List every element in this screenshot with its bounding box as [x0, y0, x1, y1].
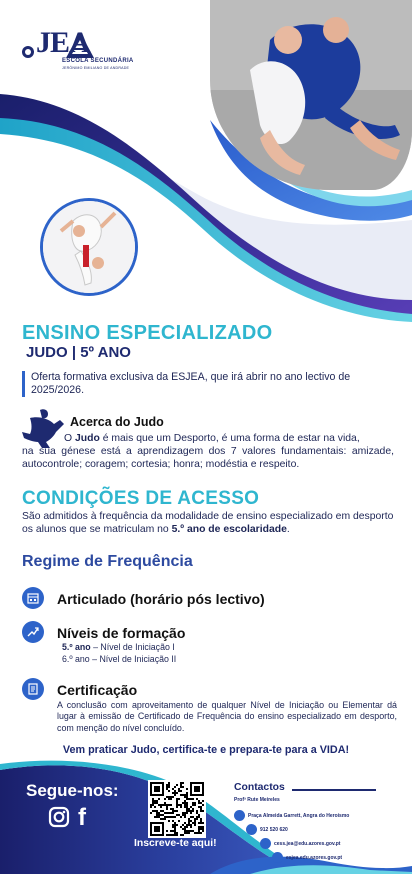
contactos-title: Contactos — [234, 782, 285, 793]
certificate-icon — [22, 678, 44, 700]
heading-judo-ano: JUDO | 5º ANO — [26, 344, 131, 361]
nivel-item — [62, 642, 175, 652]
acerca-text-rest: na sua génese está a aprendizagem dos 7 valores fundamentais: amizade, autocontrole; coragem; cortesia; honra; modéstia e respeito. — [22, 446, 394, 470]
contact-phone[interactable] — [246, 824, 288, 835]
nivel-desc: – Nível de Iniciação I — [90, 642, 175, 652]
certificacao-title: Certificação — [57, 682, 138, 698]
nivel-ano: 6.º ano — [62, 654, 90, 664]
instagram-icon[interactable] — [48, 806, 70, 828]
judo-photo-throw — [40, 198, 138, 296]
heading-regime-frequencia: Regime de Frequência — [22, 553, 193, 570]
email-text: cess.jea@edu.azores.gov.pt — [274, 840, 341, 847]
condicoes-ano-bold: 5.º ano de escolaridade — [171, 524, 287, 535]
nivel-item — [62, 654, 176, 664]
acerca-line1-rest: é mais que um Desporto, é uma forma de estar na vida, — [99, 433, 360, 444]
qr-code-pattern — [150, 782, 204, 836]
nivel-ano: 5.º ano — [62, 642, 91, 652]
address-text: Praça Almeida Garrett, Angra do Heroísmo — [248, 812, 350, 819]
contact-email[interactable] — [260, 838, 340, 849]
website-text: esjea.edu.azores.gov.pt — [286, 854, 343, 861]
follow-us-label: Segue-nos: — [26, 781, 119, 800]
acerca-judo-bold: Judo — [74, 433, 100, 444]
location-icon — [234, 810, 245, 821]
phone-icon — [246, 824, 257, 835]
slogan: Vem praticar Judo, certifica-te e prepara-te para a VIDA! — [62, 744, 350, 756]
accent-bar — [22, 371, 25, 397]
contactos-underline — [292, 789, 376, 791]
calendar-icon — [22, 587, 44, 609]
condicoes-text — [22, 510, 394, 536]
chart-growth-icon — [22, 621, 44, 643]
signup-label[interactable]: Inscreve-te aqui! — [134, 838, 217, 849]
certificacao-text: A conclusão com aproveitamento de qualquer Nível de Iniciação ou Elementar dá lugar à emissão de Certificado de Frequência do ensino especializado em desporto, com menção do nível concluído. — [57, 700, 397, 733]
qr-code[interactable] — [148, 780, 206, 838]
nivel-desc: – Nível de Iniciação II — [89, 654, 177, 664]
logo-letters: JEA — [36, 26, 90, 59]
acerca-prefix: O — [64, 433, 75, 444]
condicoes-text-prefix: São admitidos à frequência da modalidade de ensino especializado em desporto os alunos que se matriculam no — [22, 511, 394, 535]
phone-text: 912 520 620 — [260, 826, 288, 833]
globe-icon — [272, 852, 283, 863]
acerca-title: Acerca do Judo — [70, 415, 164, 429]
contact-address — [234, 810, 349, 821]
condicoes-text-suffix: . — [286, 524, 290, 535]
oferta-text: Oferta formativa exclusiva da ESJEA, que irá abrir no ano lectivo de 2025/2026. — [31, 371, 351, 396]
heading-ensino-especializado: ENSINO ESPECIALIZADO — [22, 322, 273, 344]
judoka-silhouette-icon — [20, 406, 66, 448]
school-name-line2: JERÓNIMO EMILIANO DE ANDRADE — [62, 66, 130, 70]
contact-teacher: Profª Rute Meireles — [234, 797, 280, 803]
email-icon — [260, 838, 271, 849]
school-name: ESCOLA SECUNDÁRIA — [62, 58, 134, 64]
heading-condicoes-acesso: CONDIÇÕES DE ACESSO — [22, 488, 260, 509]
niveis-title: Níveis de formação — [57, 625, 186, 641]
contact-website[interactable] — [272, 852, 342, 863]
facebook-icon[interactable]: f — [78, 804, 86, 831]
acerca-text-line1 — [64, 432, 394, 445]
regime-articulado: Articulado (horário pós lectivo) — [57, 591, 265, 607]
